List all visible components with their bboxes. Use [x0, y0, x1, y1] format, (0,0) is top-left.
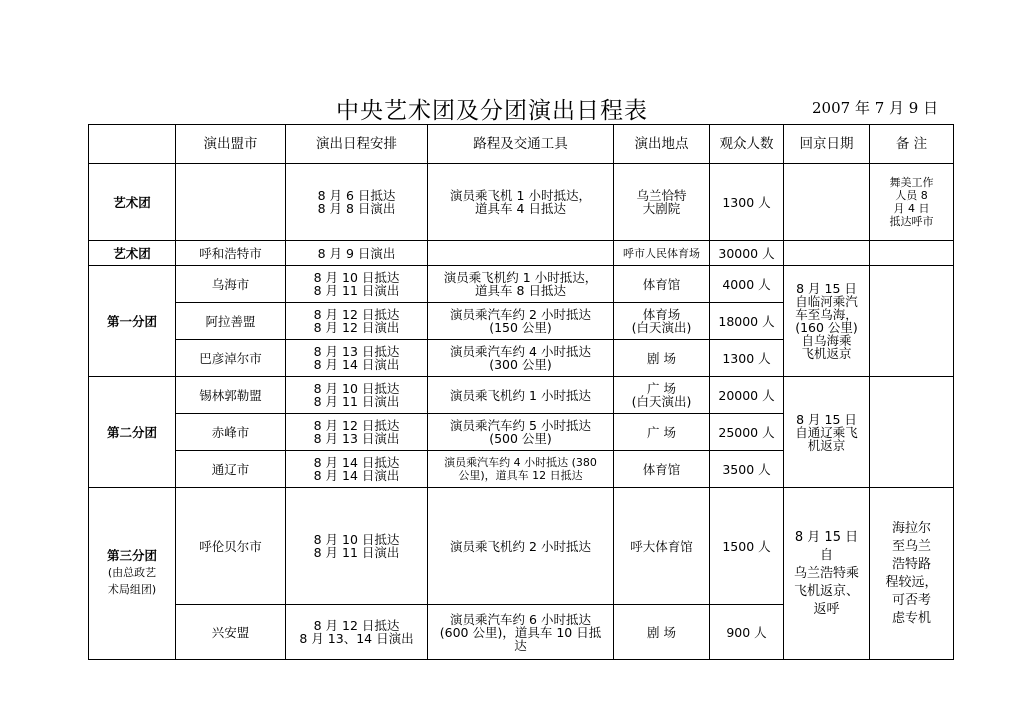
table-row	[89, 164, 954, 241]
venue-cell: 呼大体育馆	[614, 488, 710, 605]
return-cell: 8 月 15 日 自 乌兰浩特乘 飞机返京、 返呼	[784, 488, 870, 660]
return-cell	[784, 241, 870, 266]
header-cell: 演出地点	[614, 125, 710, 164]
city-cell: 乌海市	[176, 266, 286, 303]
return-cell: 8 月 15 日 自通辽乘飞 机返京	[784, 377, 870, 488]
venue-cell: 乌兰恰特 大剧院	[614, 164, 710, 241]
schedule-cell: 8 月 12 日抵达 8 月 13、14 日演出	[286, 605, 428, 660]
header-row	[89, 125, 954, 164]
audience-cell: 1300 人	[710, 340, 784, 377]
route-cell: 演员乘飞机 1 小时抵达， 道具车 4 日抵达	[428, 164, 614, 241]
note-cell: 舞美工作 人员 8 月 4 日 抵达呼市	[870, 164, 954, 241]
note-cell: 海拉尔 至乌兰 浩特路 程较远， 可否考 虑专机	[870, 488, 954, 660]
audience-cell: 1500 人	[710, 488, 784, 605]
route-cell: 演员乘汽车约 6 小时抵达 (600 公里)，道具车 10 日抵 达	[428, 605, 614, 660]
city-cell	[176, 164, 286, 241]
venue-cell: 广 场 (白天演出)	[614, 377, 710, 414]
document-date: 2007 年 7 月 9 日	[812, 99, 939, 117]
audience-cell: 18000 人	[710, 303, 784, 340]
city-cell: 通辽市	[176, 451, 286, 488]
schedule-cell: 8 月 12 日抵达 8 月 12 日演出	[286, 303, 428, 340]
audience-cell: 900 人	[710, 605, 784, 660]
team-subtitle: (由总政艺 术局组团)	[107, 566, 157, 596]
schedule-cell: 8 月 14 日抵达 8 月 14 日演出	[286, 451, 428, 488]
header-cell: 路程及交通工具	[428, 125, 614, 164]
schedule-cell: 8 月 10 日抵达 8 月 11 日演出	[286, 377, 428, 414]
city-cell: 呼伦贝尔市	[176, 488, 286, 605]
header-cell: 演出日程安排	[286, 125, 428, 164]
schedule-cell: 8 月 10 日抵达 8 月 11 日演出	[286, 266, 428, 303]
header-cell: 观众人数	[710, 125, 784, 164]
team-cell	[89, 488, 176, 660]
venue-cell: 剧 场	[614, 605, 710, 660]
venue-cell: 广 场	[614, 414, 710, 451]
team-cell: 第二分团	[89, 377, 176, 488]
city-cell: 赤峰市	[176, 414, 286, 451]
table-row	[89, 488, 954, 605]
schedule-cell: 8 月 10 日抵达 8 月 11 日演出	[286, 488, 428, 605]
venue-cell: 体育馆	[614, 266, 710, 303]
note-cell	[870, 266, 954, 377]
venue-cell: 体育场 (白天演出)	[614, 303, 710, 340]
team-cell: 第一分团	[89, 266, 176, 377]
team-cell: 艺术团	[89, 164, 176, 241]
header-cell	[89, 125, 176, 164]
return-cell: 8 月 15 日 自临河乘汽 车至乌海， (160 公里) 自乌海乘 飞机返京	[784, 266, 870, 377]
header-cell: 回京日期	[784, 125, 870, 164]
route-cell: 演员乘飞机约 2 小时抵达	[428, 488, 614, 605]
venue-cell: 呼市人民体育场	[614, 241, 710, 266]
table-row	[89, 266, 954, 303]
route-cell: 演员乘飞机约 1 小时抵达， 道具车 8 日抵达	[428, 266, 614, 303]
city-cell: 锡林郭勒盟	[176, 377, 286, 414]
header-cell: 演出盟市	[176, 125, 286, 164]
table-row	[89, 377, 954, 414]
team-name: 第三分团	[106, 548, 157, 563]
audience-cell: 25000 人	[710, 414, 784, 451]
audience-cell: 20000 人	[710, 377, 784, 414]
schedule-cell: 8 月 13 日抵达 8 月 14 日演出	[286, 340, 428, 377]
venue-cell: 体育馆	[614, 451, 710, 488]
table-row	[89, 241, 954, 266]
audience-cell: 1300 人	[710, 164, 784, 241]
city-cell: 兴安盟	[176, 605, 286, 660]
schedule-cell: 8 月 9 日演出	[286, 241, 428, 266]
audience-cell: 30000 人	[710, 241, 784, 266]
note-cell	[870, 377, 954, 488]
city-cell: 阿拉善盟	[176, 303, 286, 340]
team-cell: 艺术团	[89, 241, 176, 266]
route-cell: 演员乘汽车约 4 小时抵达 (380 公里)，道具车 12 日抵达	[428, 451, 614, 488]
route-cell	[428, 241, 614, 266]
schedule-cell: 8 月 6 日抵达 8 月 8 日演出	[286, 164, 428, 241]
route-cell: 演员乘汽车约 4 小时抵达 (300 公里)	[428, 340, 614, 377]
page-title: 中央艺术团及分团演出日程表	[336, 98, 648, 124]
city-cell: 巴彦淖尔市	[176, 340, 286, 377]
schedule-cell: 8 月 12 日抵达 8 月 13 日演出	[286, 414, 428, 451]
venue-cell: 剧 场	[614, 340, 710, 377]
route-cell: 演员乘汽车约 2 小时抵达 (150 公里)	[428, 303, 614, 340]
route-cell: 演员乘飞机约 1 小时抵达	[428, 377, 614, 414]
route-cell: 演员乘汽车约 5 小时抵达 (500 公里)	[428, 414, 614, 451]
note-cell	[870, 241, 954, 266]
header-cell: 备 注	[870, 125, 954, 164]
city-cell: 呼和浩特市	[176, 241, 286, 266]
audience-cell: 4000 人	[710, 266, 784, 303]
audience-cell: 3500 人	[710, 451, 784, 488]
schedule-table	[88, 124, 954, 660]
return-cell	[784, 164, 870, 241]
